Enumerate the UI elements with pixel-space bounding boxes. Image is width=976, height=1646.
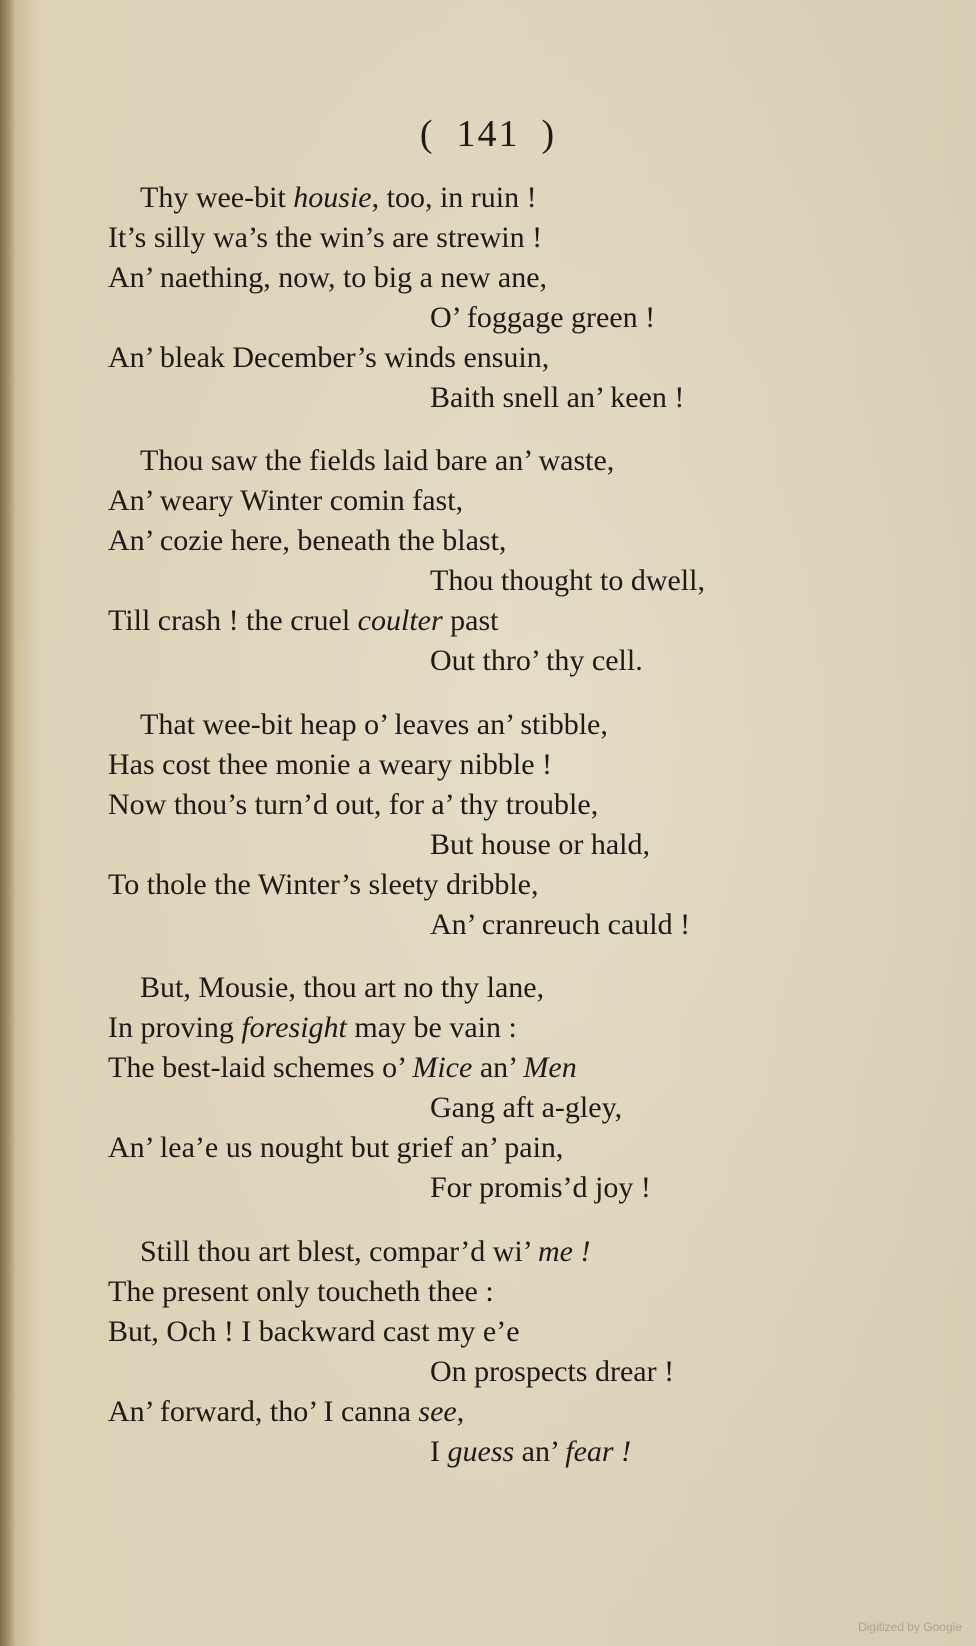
page-header xyxy=(0,112,976,156)
italic-word: see xyxy=(418,1395,457,1428)
verse-text: Has cost thee monie a weary nibble ! xyxy=(108,748,553,781)
verse-line xyxy=(140,441,614,481)
italic-word: fear ! xyxy=(565,1435,632,1468)
verse-text: An’ lea’e us nought but grief an’ pain, xyxy=(108,1131,564,1164)
verse-text: an’ xyxy=(472,1051,524,1084)
verse-line xyxy=(108,1008,517,1048)
italic-word: foresight xyxy=(241,1011,347,1044)
verse-text: past xyxy=(442,604,499,637)
verse-line xyxy=(430,1088,622,1128)
verse-text: An’ cozie here, beneath the blast, xyxy=(108,524,507,557)
verse-line xyxy=(108,865,539,905)
verse-text: In proving xyxy=(108,1011,242,1044)
verse-line xyxy=(430,1168,651,1208)
verse-text: Now thou’s turn’d out, for a’ thy trouble, xyxy=(108,788,599,821)
gutter-shadow xyxy=(0,0,16,1646)
verse-line xyxy=(430,298,655,338)
verse-line xyxy=(108,1048,577,1088)
verse-text: I xyxy=(430,1435,448,1468)
verse-line xyxy=(108,601,498,641)
verse-line xyxy=(430,378,684,418)
italic-word: Mice xyxy=(412,1051,473,1084)
verse-text: The present only toucheth thee : xyxy=(108,1275,494,1308)
italic-word: Men xyxy=(523,1051,577,1084)
verse-text: , xyxy=(456,1395,465,1428)
verse-text: An’ naething, now, to big a new ane, xyxy=(108,261,548,294)
watermark: Digitized by Google xyxy=(857,1620,962,1634)
verse-line xyxy=(108,1312,520,1352)
verse-line xyxy=(108,218,542,258)
verse-line xyxy=(108,1128,563,1168)
verse-line xyxy=(108,481,463,521)
open-paren: ( xyxy=(419,113,435,155)
verse-text: The best-laid schemes o’ xyxy=(108,1051,413,1084)
verse-text: An’ cranreuch cauld ! xyxy=(430,908,691,941)
verse-text: It’s silly wa’s the win’s are strewin ! xyxy=(108,221,543,254)
verse-line xyxy=(108,338,549,378)
verse-text: an’ xyxy=(514,1435,566,1468)
verse-text: But, Och ! I backward cast my e’e xyxy=(108,1315,520,1348)
verse-text: For promis’d joy ! xyxy=(430,1171,651,1204)
verse-text: , too, in ruin ! xyxy=(371,181,537,214)
verse-text: But, Mousie, thou art no thy lane, xyxy=(140,971,545,1004)
verse-text: Out thro’ thy cell. xyxy=(430,644,643,677)
verse-line xyxy=(140,178,537,218)
verse-line xyxy=(108,785,598,825)
verse-text: An’ weary Winter comin fast, xyxy=(108,484,464,517)
verse-text: An’ forward, tho’ I canna xyxy=(108,1395,419,1428)
verse-line xyxy=(140,1232,590,1272)
verse-text: On prospects drear ! xyxy=(430,1355,675,1388)
verse-line xyxy=(430,905,690,945)
italic-word: housie xyxy=(293,181,372,214)
verse-text: That wee-bit heap o’ leaves an’ stibble, xyxy=(140,708,608,741)
verse-text: may be vain : xyxy=(346,1011,517,1044)
verse-text: To thole the Winter’s sleety dribble, xyxy=(108,868,539,901)
verse-line xyxy=(108,521,506,561)
verse-text: An’ bleak December’s winds ensuin, xyxy=(108,341,550,374)
verse-line xyxy=(140,968,544,1008)
verse-text: O’ foggage green ! xyxy=(430,301,656,334)
close-paren: ) xyxy=(541,113,557,155)
verse-text: Till crash ! the cruel xyxy=(108,604,358,637)
verse-text: Thou thought to dwell, xyxy=(430,564,705,597)
verse-line xyxy=(108,258,547,298)
verse-line xyxy=(430,561,705,601)
verse-line xyxy=(108,1272,494,1312)
verse-text: But house or hald, xyxy=(430,828,650,861)
italic-word: guess xyxy=(447,1435,515,1468)
verse-line xyxy=(430,641,643,681)
verse-text: Baith snell an’ keen ! xyxy=(430,381,685,414)
verse-line xyxy=(108,745,552,785)
verse-line xyxy=(430,1432,631,1472)
italic-word: me ! xyxy=(537,1235,591,1268)
verse-line xyxy=(430,1352,674,1392)
verse-line xyxy=(430,825,650,865)
verse-text: Thy wee-bit xyxy=(140,181,294,214)
verse-line xyxy=(140,705,608,745)
italic-word: coulter xyxy=(357,604,443,637)
verse-text: Still thou art blest, compar’d wi’ xyxy=(140,1235,538,1268)
verse-line xyxy=(108,1392,464,1432)
page-number: 141 xyxy=(456,113,520,155)
verse-text: Thou saw the fields laid bare an’ waste, xyxy=(140,444,615,477)
verse-text: Gang aft a-gley, xyxy=(430,1091,623,1124)
